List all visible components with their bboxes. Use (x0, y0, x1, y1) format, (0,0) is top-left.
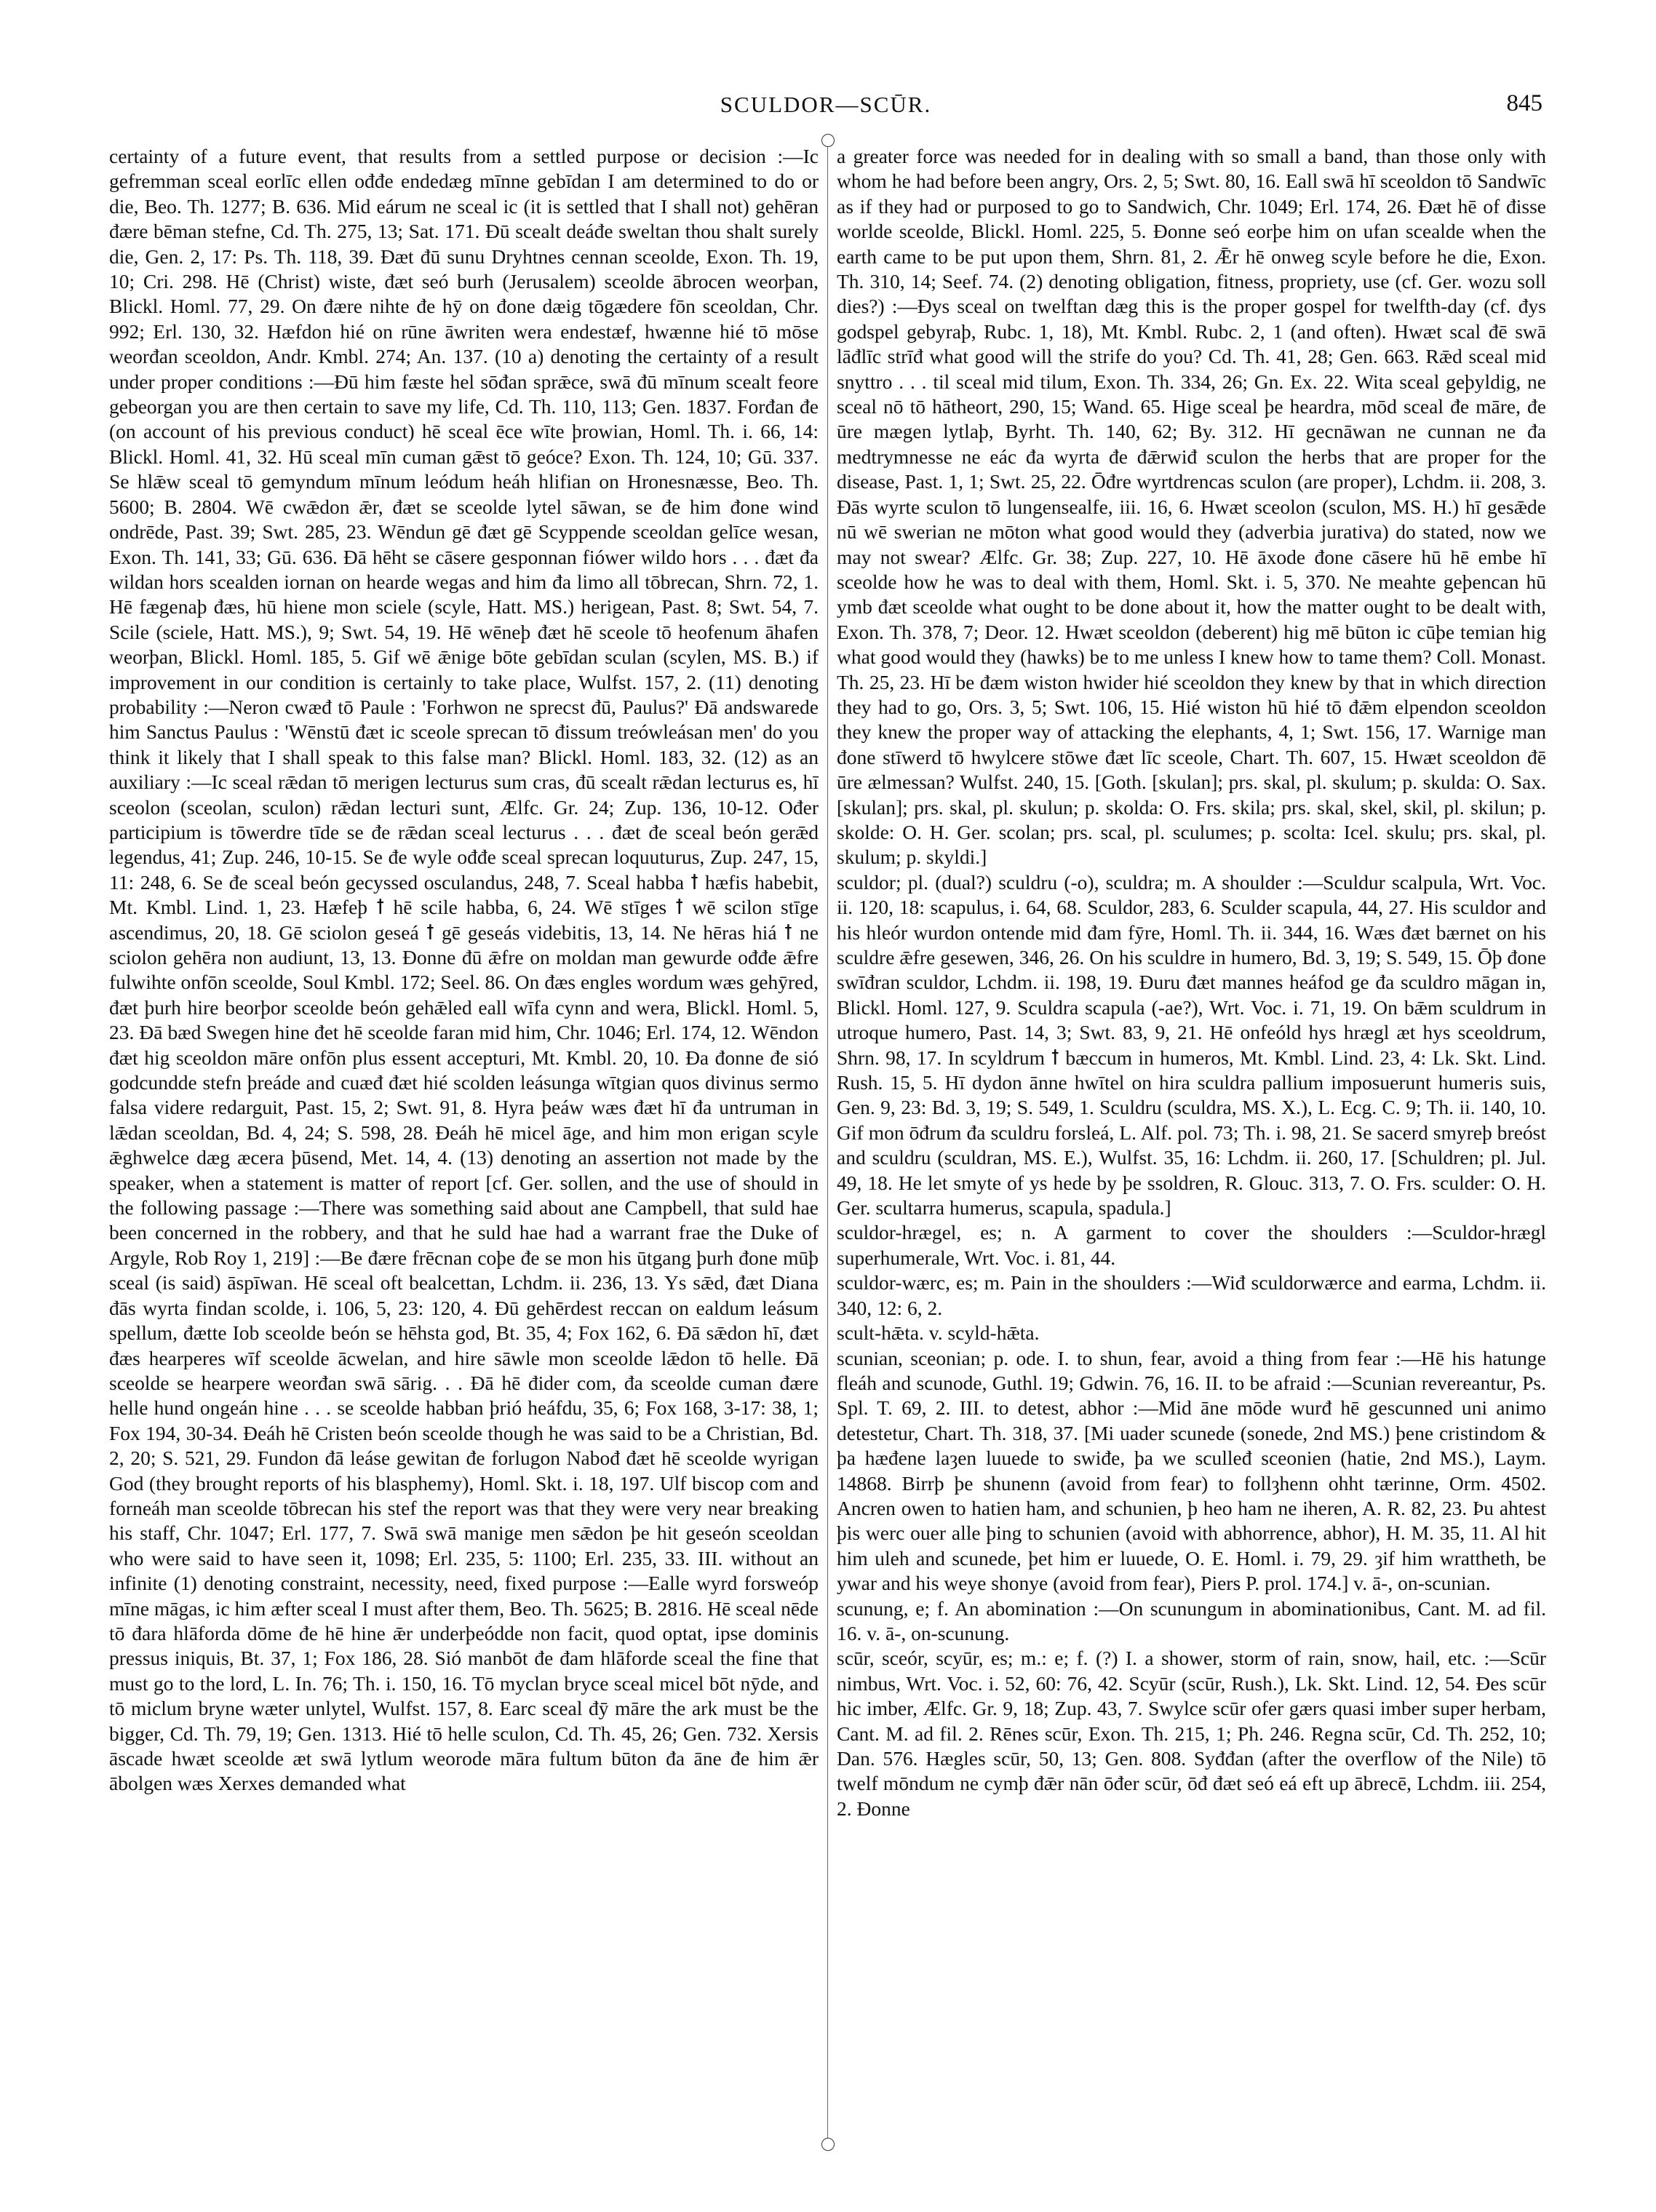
entry-sculdor: sculdor; pl. (dual?) sculdru (-o), sculdra; m. A shoulder :—Sculdur scalpula, Wrt. Voc. ii. 120, 18: scapulus, i. 64, 68. Sculdor, 283, 6. Sculder scapula, 44, 27. His sculdor and his hleór wurdon ontende mid đam fȳre, Homl. Th. ii. 344, 16. Wæs đæt bærnet on his sculdre ǣfre gesewen, 346, 26. On his sculdre in humero, Bd. 3, 19; S. 549, 15. Ōþ đone swīđran sculdor, Lchdm. ii. 198, 19. Đuru đæt mannes heáfod ge đa sculdro māgan in, Blickl. Homl. 127, 9. Sculdra scapula (-ae?), Wrt. Voc. i. 71, 19. On bǣm sculdrum in utroque humero, Past. 14, 3; Swt. 83, 9, 21. Hē onfeóld hys hrægl æt hys sceoldrum, Shrn. 98, 17. In scyldrum ꝉ bæccum in humeros, Mt. Kmbl. Lind. 23, 4: Lk. Skt. Lind. Rush. 15, 5. Hī dydon ānne hwītel on hira sculdra pallium imposuerunt humeris suis, Gen. 9, 23: Bd. 3, 19; S. 549, 1. Sculdru (sculdra, MS. X.), L. Ecg. C. 9; Th. ii. 140, 10. Gif mon ōđrum đa sculdru forsleá, L. Alf. pol. 73; Th. i. 98, 21. Se sacerd smyreþ breóst and sculdru (sculdran, MS. E.), Wulfst. 35, 16: Lchdm. ii. 260, 17. [Schuldren; pl. Jul. 49, 18. He let smyte of ys hede by þe ssoldren, R. Glouc. 313, 7. O. Frs. sculder: O. H. Ger. scultarra humerus, scapula, spadula.] (837, 870, 1546, 1220)
entry-scur: scūr, sceór, scyūr, es; m.: e; f. (?) I. a shower, storm of rain, snow, hail, etc. :—Scūr nimbus, Wrt. Voc. i. 52, 60: 76, 42. Scyūr (scūr, Rush.), Lk. Skt. Lind. 12, 54. Đes scūr hic imber, Ælfc. Gr. 9, 18; Zup. 43, 7. Swylce scūr ofer gærs quasi imber super herbam, Cant. M. ad fil. 2. Rēnes scūr, Exon. Th. 215, 1; Ph. 246. Regna scūr, Cd. Th. 252, 10; Dan. 576. Hægles scūr, 50, 13; Gen. 808. Syđđan (after the overflow of the Nile) tō twelf mōndum ne cymþ đǣr nān ōđer scūr, ōđ đæt seó eá eft up ābrecē, Lchdm. iii. 254, 2. Đonne (837, 1647, 1546, 1820)
entry-scult-haeta: scult-hǣta. v. scyld-hǣta. (837, 1321, 1040, 1345)
continued-entry-text: a greater force was needed for in dealing with so small a band, than those only with whom he had before been angry, Ors. 2, 5; Swt. 80, 16. Eall swā hī sceoldon tō Sandwīc as if they had or purposed to go to Sandwich, Chr. 1049; Erl. 174, 26. Đæt hē of đisse worlde sceolde, Blickl. Homl. 225, 5. Đonne seó eorþe him on ufan scealde when the earth came to be put upon them, Shrn. 81, 2. Ǣr hē onweg scyle before he die, Exon. Th. 310, 14; Seef. 74. (2) denoting obligation, fitness, propriety, use (cf. Ger. wozu soll dies?) :—Đys sceal on twelftan dæg this is the proper gospel for twelfth-day (cf. đys godspel gebyraþ, Rubc. 1, 18), Mt. Kmbl. Rubc. 2, 1 (and often). Hwæt scal đē swā lāđlīc strīđ what good will the strife do you? Cd. Th. 41, 28; Gen. 663. Rǣd sceal mid snyttro . . . til sceal mid tilum, Exon. Th. 334, 26; Gn. Ex. 22. Wita sceal geþyldig, ne sceal nō tō hātheort, 290, 15; Wand. 65. Hige sceal þe heardra, mōd sceal đe māre, đe ūre mægen lytlaþ, Byrht. Th. 140, 62; By. 312. Hī gecnāwan ne cunnan ne đa medtrymnesse ne eác đa wyrta đe đǣrwiđ sculon the herbs that are proper for the disease, Past. 1, 1; Swt. 25, 22. Ōđre wyrtdrencas sculon (are proper), Lchdm. ii. 208, 3. Đās wyrte sculon tō lungensealfe, iii. 16, 6. Hwæt sceolon (sculon, MS. H.) hī gesǣde nū wē swerian ne mōton what good would they (adverbia jurativa) do stated, now we may not swear? Ælfc. Gr. 38; Zup. 227, 10. Hē āxode đone cāsere hū hē embe hī sceolde how he was to deal with them, Homl. Skt. i. 5, 370. Ne meahte geþencan hū ymb đæt sceolde what ought to be done about it, how the matter ought to be dealt with, Exon. Th. 378, 7; Deor. 12. Hwæt sceoldon (deberent) hig mē būton ic cūþe temian hig what good would they (hawks) be to me unless I knew how to tame them? Coll. Monast. Th. 25, 23. Hī be đæm wiston hwider hié sceoldon they knew by that in which direction they had to go, Ors. 3, 5; Swt. 106, 15. Hié wiston hū hié tō đǣm elpendon sceoldon they knew the proper way of attacking the elephants, 4, 1; Swt. 156, 17. Warnige man đone stīwerd tō hwylcere stōwe đæt līc sceole, Chart. Th. 607, 15. Hwæt sceoldon đē ūre ælmessan? Wulfst. 240, 15. [Goth. [skulan]; prs. skal, pl. skulum; p. skulda: O. Sax. [skulan]; prs. skal, pl. skulun; p. skolda: O. Frs. skila; prs. skal, skel, skil, pl. skilun; p. skolde: O. H. Ger. scolan; prs. scal, pl. sculumes; p. scolta: Icel. skulu; prs. skal, pl. skulum; p. skyldi.] (837, 145, 1546, 869)
entry-scunian: scunian, sceonian; p. ode. I. to shun, fear, avoid a thing from fear :—Hē his hatunge fleáh and scunode, Guthl. 19; Gdwin. 76, 16. II. to be afraid :—Scunian revereantur, Ps. Spl. T. 69, 2. III. to detest, abhor :—Mid āne mōde wurđ hē gescunned uni animo detestetur, Chart. Th. 318, 37. [Mi uader scunede (sonede, 2nd MS.) þene cristindom & þa hæđene laȝen luuede to swiđe, þa we sculleđ sceonien (hatie, 2nd MS.), Laym. 14868. Birrþ þe shunenn (avoid from fear) to follȝhenn ohht tærinne, Orm. 4502. Ancren owen to hatien ham, and schunien, þ heo ham ne iheren, A. R. 82, 23. Þu ahtest þis werc ouer alle þing to schunien (avoid with abhorrence, abhor), H. M. 35, 11. Al hit him uleh and scunede, þet him er luuede, O. E. Homl. i. 79, 29. ȝif him wrattheth, be ywar and his weye shonye (avoid from fear), Piers P. prol. 174.] v. ā-, on-scunian. (837, 1346, 1546, 1595)
entry-sculdor-waerc: sculdor-wærc, es; m. Pain in the shoulders :—Wiđ sculdorwærce and earma, Lchdm. ii. 340, 12: 6, 2. (837, 1271, 1546, 1319)
page-header (109, 86, 1542, 122)
continued-entry-text: certainty of a future event, that results from a settled purpose or decision :—Ic gefremman sceal eorlīc ellen ođđe endedæg mīnne gebīdan I am determined to do or die, Beo. Th. 1277; B. 636. Mid eárum ne sceal ic (it is settled that I shall not) gehēran đære bēman stefne, Cd. Th. 275, 13; Sat. 171. Đū scealt deáđe sweltan thou shalt surely die, Gen. 2, 17: Ps. Th. 118, 39. Đæt đū sunu Dryhtnes cennan sceolde, Exon. Th. 19, 10; Cri. 298. Hē (Christ) wiste, đæt seó burh (Jerusalem) sceolde ābrocen weorþan, Blickl. Homl. 77, 29. On đære nihte đe hȳ on đone dæig tōgædere fōn sceoldan, Chr. 992; Erl. 130, 32. Hæfdon hié on rūne āwriten wera endestæf, hwænne hié tō mōse weorđan sceoldon, Andr. Kmbl. 274; An. 137. (10 a) denoting the certainty of a result under proper conditions :—Đū him fæste hel sōđan sprǣce, swā đū mīnum scealt feore gebeorgan you are then certain to save my life, Cd. Th. 110, 113; Gen. 1837. Forđan đe (on account of his previous conduct) hē sceal ēce wīte þrowian, Homl. Th. i. 66, 14: Blickl. Homl. 41, 32. Hū sceal mīn cuman gǣst tō geóce? Exon. Th. 124, 10; Gū. 337. Se hlǣw sceal tō gemyndum mīnum leódum heáh hlifian on Hronesnæsse, Beo. Th. 5600; B. 2804. Wē cwǣdon ǣr, đæt se sceolde lytel sāwan, se đe him đone wind ondrēde, Past. 39; Swt. 285, 23. Wēndun gē đæt gē Scyppende sceoldan gelīce wesan, Exon. Th. 141, 33; Gū. 636. Đā hēht se cāsere gesponnan fiówer wildo hors . . . đæt đa wildan hors scealden iornan on hearde wegas and him đa limo all tōbrecan, Shrn. 72, 1. Hē fægenaþ đæs, hū hiene mon sciele (scyle, Hatt. MS.) herigean, Past. 8; Swt. 54, 7. Scile (sciele, Hatt. MS.), 9; Swt. 54, 19. Hē wēneþ đæt hē sceole tō heofenum āhafen weorþan, Blickl. Homl. 185, 5. Gif wē ǣnige bōte gebīdan sculan (scylen, MS. B.) if improvement in our condition is certainly to take place, Wulfst. 157, 2. (11) denoting probability :—Neron cwæđ tō Paule : 'Forhwon ne sprecst đū, Paulus?' Đā andswarede him Sanctus Paulus : 'Wēnstū đæt ic sceole sprecan tō đissum treówleásan men' do you think it likely that I shall speak to this false man? Blickl. Homl. 183, 32. (12) as an auxiliary :—Ic sceal rǣdan tō merigen lecturus sum cras, đū scealt rǣdan lecturus es, hī sceolon (sceolan, sculon) rǣdan lecturi sunt, Ælfc. Gr. 24; Zup. 136, 10-12. Ođer participium is tōwerdre tīde se đe rǣdan sceal lecturus . . . đæt đe sceal beón gerǣd legendus, 41; Zup. 246, 10-15. Se đe wyle ođđe sceal sprecan loquuturus, Zup. 247, 15, 11: 248, 6. Se đe sceal beón gecyssed osculandus, 248, 7. Sceal habba ꝉ hæfis habebit, Mt. Kmbl. Lind. 1, 23. Hæfeþ ꝉ hē scile habba, 6, 24. Wē stīges ꝉ wē scilon stīge ascendimus, 20, 18. Gē sciolon geseá ꝉ gē geseás videbitis, 13, 14. Ne hēras hiá ꝉ ne sciolon gehēra non audiunt, 13, 13. Đonne đū ǣfre on moldan man gewurde ođđe ǣfre fulwihte onfōn sceolde, Soul Kmbl. 172; Seel. 86. On đæs engles wordum wæs gehȳred, đæt þurh hire beorþor sceolde beón gehǣled eall wīfa cynn and wera, Blickl. Homl. 5, 23. Đā bæd Swegen hine đet hē sceolde faran mid him, Chr. 1046; Erl. 174, 12. Wēndon đæt hig sceoldon māre onfōn plus essent accepturi, Mt. Kmbl. 20, 10. Đa đonne đe sió godcundde stefn þreáde and cuæđ đæt hié scolden leásunga wītgian quos divinus sermo falsa videre redarguit, Past. 15, 2; Swt. 91, 8. Hyra þeáw wæs đæt hī đa untruman in lǣdan sceoldan, Bd. 4, 24; S. 598, 28. Đeáh hē micel āge, and him mon erigan scyle ǣghwelce dæg æcera þūsend, Met. 14, 4. (13) denoting an assertion not made by the speaker, when a statement is matter of report [cf. Ger. sollen, and the use of should in the following passage :—There was something said about ane Campbell, that suld hae been concerned in the robbery, and that he suld hae had a warrant frae the Duke of Argyle, Rob Roy 1, 219] :—Be đære frēcnan coþe đe se mon his ūtgang þurh đone mūþ sceal (is said) āspīwan. Hē sceal oft bealcettan, Lchdm. ii. 236, 13. Ys sǣd, đæt Diana đās wyrta findan scolde, i. 106, 5, 23: 120, 4. Đū gehērdest reccan on ealdum leásum spellum, đætte Iob sceolde beón se hēhsta god, Bt. 35, 4; Fox 162, 6. Đā sǣdon hī, đæt đæs hearperes wīf sceolde ācwelan, and hire sāwle mon sceolde lǣdon tō helle. Đā sceolde se hearpere weorđan swā sārig. . . Đā hē đider com, đa sceolde cuman đære helle hund ongeán hine . . . se sceolde habban þrió heáfdu, 35, 6; Fox 168, 3-17: 38, 1; Fox 194, 30-34. Đeáh hē Cristen beón sceolde though he was said to be a Christian, Bd. 2, 20; S. 521, 29. Fundon đā leáse gewitan đe forlugon Nabođ đæt hē sceolde wyrigan God (they brought reports of his blasphemy), Homl. Skt. i. 18, 197. Ulf biscop com and forneáh man sceolde tōbrecan his stef the report was that they were very near breaking his staff, Chr. 1047; Erl. 177, 7. Swā swā manige men sǣdon þe hit geseón sceoldan who were said to have seen it, 1098; Erl. 235, 5: 1100; Erl. 235, 33. III. without an infinite (1) denoting constraint, necessity, need, fixed purpose :—Ealle wyrd forsweóp mīne māgas, ic him æfter sceal I must after them, Beo. Th. 5625; B. 2816. Hē sceal nēde tō đara hlāforda dōme đe hē hine ǣr underþeódde non facit, quod optat, ipse dominis pressus iniquis, Bt. 37, 1; Fox 186, 28. Sió manbōt đe đam hlāforde sceal the fine that must go to the lord, L. In. 76; Th. i. 150, 16. Tō myclan bryce sceal micel bōt nȳde, and tō miclum bryne wæter unlytel, Wulfst. 157, 8. Earc sceal đȳ māre the ark must be the bigger, Cd. Th. 79, 19; Gen. 1313. Hié tō helle sculon, Cd. Th. 45, 26; Gen. 732. Xersis āscade hwæt sceolde æt swā lytlum weorode māra fultum būton đa āne đe him ǣr ābolgen wæs Xerxes demanded what (109, 145, 819, 1795)
page-number: 845 (1506, 90, 1542, 116)
column-divider (827, 144, 828, 2138)
left-column (109, 144, 819, 2174)
running-head: SCULDOR—SCŪR. (720, 92, 932, 117)
gutter-ornament-bottom (821, 2138, 835, 2151)
entry-sculdor-hraegel: sculdor-hrægel, es; n. A garment to cover the shoulders :—Sculdor-hrægl superhumerale, Wrt. Voc. i. 81, 44. (837, 1221, 1546, 1269)
entry-scunung: scunung, e; f. An abomination :—On scunungum in abominationibus, Cant. M. ad fil. 16. v. ā-, on-scunung. (837, 1596, 1546, 1644)
right-column (837, 144, 1546, 2174)
gutter-ornament-top (821, 134, 835, 147)
